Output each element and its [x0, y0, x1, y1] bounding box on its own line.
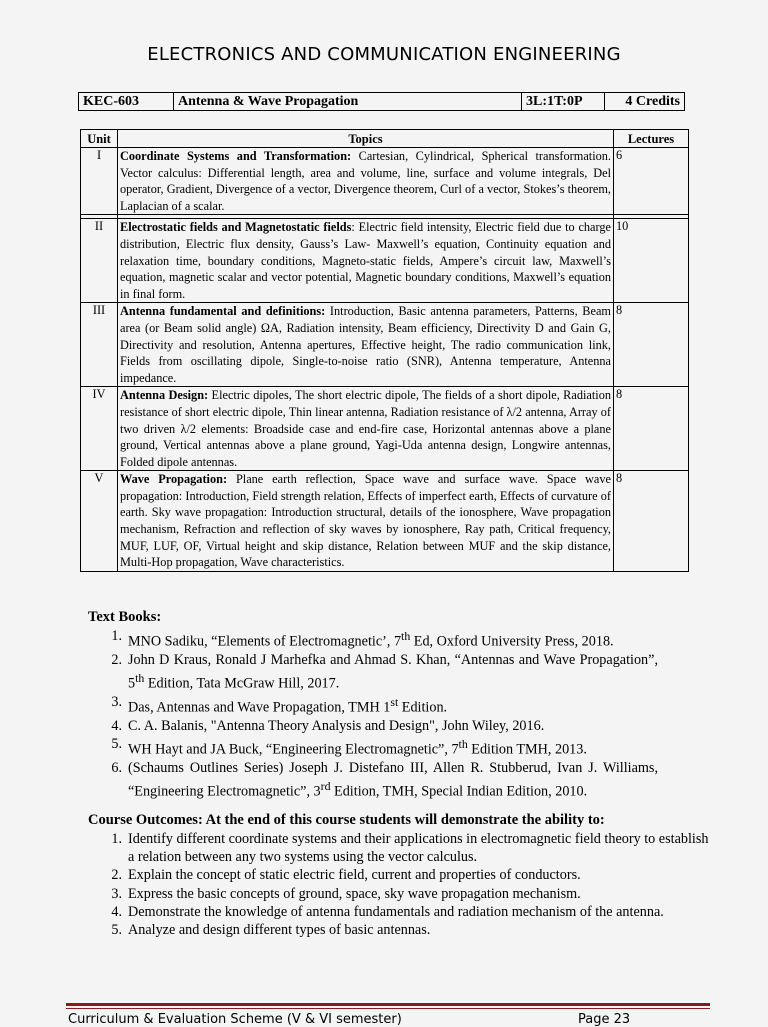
unit-description: Electric dipoles, The short electric dipole, The fields of a short dipole, Radiation resistance of short electric dipole, Thin linear antenna, Radiation resistance of λ/2 antenna, Array of two driven λ/2 elements: Broadside case and end-fire case, Horizontal antennas above a plane ground, Vertical antennas above a plane ground, Yagi-Uda antenna design, Longwire antennas, Folded dipole antennas. [120, 388, 611, 469]
unit-topics [118, 387, 614, 471]
page-title: ELECTRONICS AND COMMUNICATION ENGINEERING [147, 44, 621, 65]
footer-divider-thin [66, 1008, 710, 1009]
unit-topics [118, 148, 614, 215]
course-ltp: 3L:1T:0P [522, 93, 605, 111]
list-number: 4. [111, 903, 122, 920]
book-citation: Das, Antennas and Wave Propagation, TMH 1st Edition. [128, 695, 448, 716]
syllabus-body [81, 148, 689, 572]
list-item [88, 866, 710, 884]
outcome-text: Express the basic concepts of ground, space, sky wave propagation mechanism. [128, 885, 581, 902]
unit-lectures: 6 [614, 148, 689, 215]
table-row [81, 387, 689, 471]
list-item [88, 693, 658, 717]
list-item [88, 830, 710, 866]
book-citation: (Schaums Outlines Series) Joseph J. Distefano III, Allen R. Stubberud, Ivan J. Williams, “Engineering Electromagnetic”, 3rd Edition, TMH, Special Indian Edition, 2010. [128, 760, 658, 801]
outcome-text: Demonstrate the knowledge of antenna fundamentals and radiation mechanism of the antenna. [128, 903, 664, 920]
unit-description: Cartesian, Cylindrical, Spherical transformation. Vector calculus: Differential length, area and volume, line, surface and volume integrals, Del operator, Gradient, Divergence of a vector, Divergence theorem, Curl of a vector, Stokes’s theorem, Laplacian of a scalar. [120, 149, 611, 213]
table-row [81, 303, 689, 387]
unit-column-header: Unit [81, 130, 118, 148]
text-books-section [88, 607, 658, 801]
unit-number: V [81, 471, 118, 572]
unit-number: IV [81, 387, 118, 471]
course-name: Antenna & Wave Propagation [174, 93, 522, 111]
lectures-column-header: Lectures [614, 130, 689, 148]
unit-lectures: 10 [614, 219, 689, 303]
unit-description: Plane earth reflection, Space wave and surface wave. Space wave propagation: Introduction, Field strength relation, Effects of imperfect earth, Effects of curvature of earth. Sky wave propagation: Introduction structural, details of the ionosphere, Wave propagation mechanism, Refraction and reflection of sky waves by ionosphere, Ray path, Critical frequency, MUF, LUF, OF, Virtual height and skip distance, Relation between MUF and the skip distance, Multi-Hop propagation, Wave characteristics. [120, 472, 611, 570]
list-number: 2. [111, 651, 122, 668]
list-item [88, 921, 710, 939]
list-item [88, 735, 658, 759]
outcome-text: Explain the concept of static electric field, current and properties of conductors. [128, 867, 581, 884]
footer-divider [66, 1003, 710, 1006]
list-item [88, 885, 710, 903]
page-number: Page 23 [578, 1012, 631, 1027]
course-code: KEC-603 [79, 93, 174, 111]
list-number: 1. [111, 831, 122, 847]
footer-scheme-label: Curriculum & Evaluation Scheme (V & VI semester) [68, 1012, 402, 1027]
unit-topics [118, 303, 614, 387]
unit-title: Antenna fundamental and definitions: [120, 304, 326, 319]
table-row [81, 471, 689, 572]
list-number: 5. [111, 736, 122, 753]
list-item [88, 651, 658, 693]
list-item [88, 627, 658, 651]
unit-lectures: 8 [614, 471, 689, 572]
unit-number: II [81, 219, 118, 303]
list-number: 3. [111, 885, 122, 902]
table-row [81, 148, 689, 215]
outcome-text: Identify different coordinate systems and their applications in electromagnetic field theory to establish a relation between any two systems using the vector calculus. [128, 831, 709, 866]
unit-title: Electrostatic fields and Magnetostatic fields [120, 220, 352, 235]
unit-description: : Electric field intensity, Electric field due to charge distribution, Electric flux density, Gauss’s Law- Maxwell’s equation, Continuity equation and relaxation time, boundary conditions, Magneto-static fields, Ampere’s circuit law, Maxwell’s equation, magnetic scalar and vector potential, Magnetic boundary conditions, Maxwell’s equation in final form. [120, 220, 611, 301]
course-header-table [78, 92, 685, 111]
unit-title: Wave Propagation: [120, 472, 228, 487]
unit-topics [118, 471, 614, 572]
book-citation: C. A. Balanis, "Antenna Theory Analysis and Design", John Wiley, 2016. [128, 718, 545, 735]
book-citation: WH Hayt and JA Buck, “Engineering Electromagnetic”, 7th Edition TMH, 2013. [128, 737, 587, 758]
list-item [88, 717, 658, 735]
unit-title: Coordinate Systems and Transformation: [120, 149, 352, 163]
list-number: 1. [111, 628, 122, 644]
list-number: 4. [111, 718, 122, 735]
syllabus-table [80, 129, 689, 572]
text-books-list [88, 627, 658, 801]
list-number: 2. [111, 867, 122, 884]
course-outcomes-list [88, 830, 710, 939]
list-item [88, 903, 710, 921]
course-outcomes-heading: Course Outcomes: At the end of this course students will demonstrate the ability to: [88, 812, 605, 828]
unit-lectures: 8 [614, 387, 689, 471]
topics-column-header: Topics [118, 130, 614, 148]
outcome-text: Analyze and design different types of basic antennas. [128, 922, 431, 939]
book-citation: MNO Sadiku, “Elements of Electromagnetic’, 7th Ed, Oxford University Press, 2018. [128, 629, 614, 650]
unit-lectures: 8 [614, 303, 689, 387]
course-outcomes-section [88, 810, 710, 939]
list-number: 3. [111, 694, 122, 711]
list-number: 5. [111, 922, 122, 939]
book-citation: John D Kraus, Ronald J Marhefka and Ahmad S. Khan, “Antennas and Wave Propagation”, 5th Edition, Tata McGraw Hill, 2017. [128, 651, 658, 692]
unit-topics [118, 219, 614, 303]
unit-number: III [81, 303, 118, 387]
course-credits: 4 Credits [605, 93, 685, 111]
text-books-heading: Text Books: [88, 609, 162, 625]
list-number: 6. [111, 760, 122, 777]
table-row [81, 219, 689, 303]
unit-description: Introduction, Basic antenna parameters, Patterns, Beam area (or Beam solid angle) ΩA, Radiation intensity, Beam efficiency, Directivity D and Gain G, Directivity and resolution, Antenna apertures, Effective height, The radio communication link, Fields from oscillating dipole, Single-to-noise ratio (SNR), Antenna temperature, Antenna impedance. [120, 304, 611, 385]
unit-title: Antenna Design: [120, 388, 209, 403]
unit-number: I [81, 148, 118, 215]
list-item [88, 759, 658, 801]
